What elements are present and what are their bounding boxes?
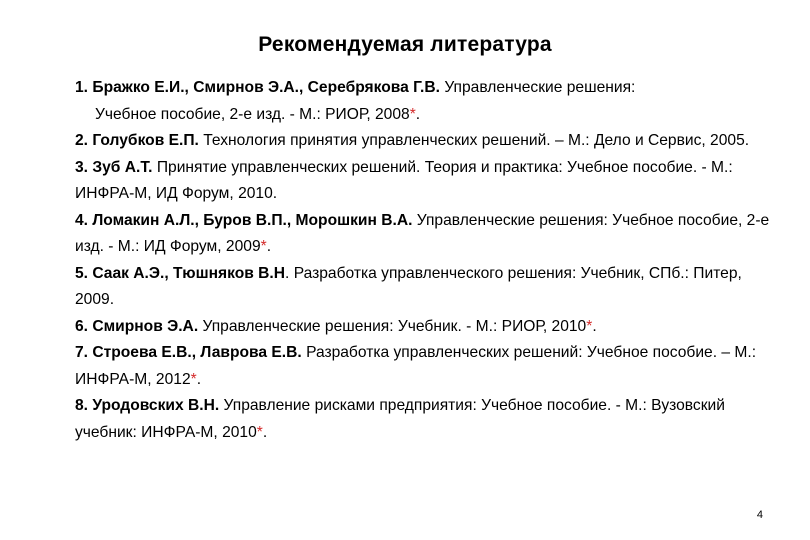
item-number: 1. bbox=[75, 79, 89, 96]
page-number: 4 bbox=[756, 509, 763, 521]
list-item bbox=[75, 261, 780, 314]
item-text: Разработка управленческих решений: Учебное пособие. – М.: ИНФРА-М, 2012 bbox=[75, 344, 757, 388]
item-number: 6. bbox=[75, 317, 89, 335]
item-text: Принятие управленческих решений. Теория и практика: Учебное пособие. - М.: ИНФРА-М, ИД Форум, 2010. bbox=[75, 158, 733, 202]
item-end: . bbox=[262, 423, 268, 441]
item-text: Технология принятия управленческих решений. – М.: Дело и Сервис, 2005. bbox=[203, 132, 750, 149]
item-text: Управленческие решения: bbox=[444, 79, 636, 96]
item-authors: Зуб А.Т. bbox=[92, 158, 153, 176]
item-authors: Смирнов Э.А. bbox=[92, 317, 199, 335]
list-item bbox=[75, 393, 780, 446]
item-authors: Строева Е.В., Лаврова Е.В. bbox=[92, 344, 302, 361]
reference-list bbox=[75, 75, 780, 446]
item-end: . bbox=[196, 370, 202, 388]
list-item bbox=[75, 314, 780, 341]
item-end: . bbox=[415, 105, 421, 123]
item-star: * bbox=[409, 105, 416, 123]
item-text-continued bbox=[75, 102, 780, 129]
item-star: * bbox=[190, 370, 197, 388]
list-item bbox=[75, 340, 780, 393]
item-number: 5. bbox=[75, 264, 89, 282]
item-number: 4. bbox=[75, 211, 89, 229]
item-end: . bbox=[592, 317, 597, 335]
list-item bbox=[75, 208, 780, 261]
item-text: Управление рисками предприятия: Учебное пособие. - М.: Вузовский учебник: ИНФРА-М, 2010 bbox=[75, 397, 725, 441]
item-number: 7. bbox=[75, 344, 89, 361]
item-authors: Уродовских В.Н. bbox=[92, 397, 220, 414]
item-end: . bbox=[266, 238, 272, 255]
item-authors: Саак А.Э., Тюшняков В.Н bbox=[92, 264, 286, 282]
item-authors: Ломакин А.Л., Буров В.П., Морошкин В.А. bbox=[92, 211, 413, 229]
page-title: Рекомендуемая литература bbox=[258, 33, 552, 56]
item-star: * bbox=[256, 423, 263, 441]
item-text: Управленческие решения: Учебное пособие, 2-е изд. - М.: ИД Форум, 2009 bbox=[75, 211, 770, 255]
item-text: Управленческие решения: Учебник. - М.: РИОР, 2010 bbox=[202, 317, 587, 335]
item-authors: Голубков Е.П. bbox=[92, 132, 199, 149]
item-star: * bbox=[260, 238, 267, 255]
list-item bbox=[75, 128, 780, 155]
item-number: 2. bbox=[75, 132, 89, 149]
item-star: * bbox=[586, 317, 593, 335]
item-number: 8. bbox=[75, 397, 89, 414]
item-number: 3. bbox=[75, 158, 89, 176]
item-authors: Бражко Е.И., Смирнов Э.А., Серебрякова Г.В. bbox=[92, 79, 440, 96]
item-text-2: Учебное пособие, 2-е изд. - М.: РИОР, 2008 bbox=[95, 105, 410, 123]
list-item bbox=[75, 75, 780, 128]
item-text: . Разработка управленческого решения: Учебник, СПб.: Питер, 2009. bbox=[75, 264, 742, 308]
list-item bbox=[75, 155, 780, 208]
